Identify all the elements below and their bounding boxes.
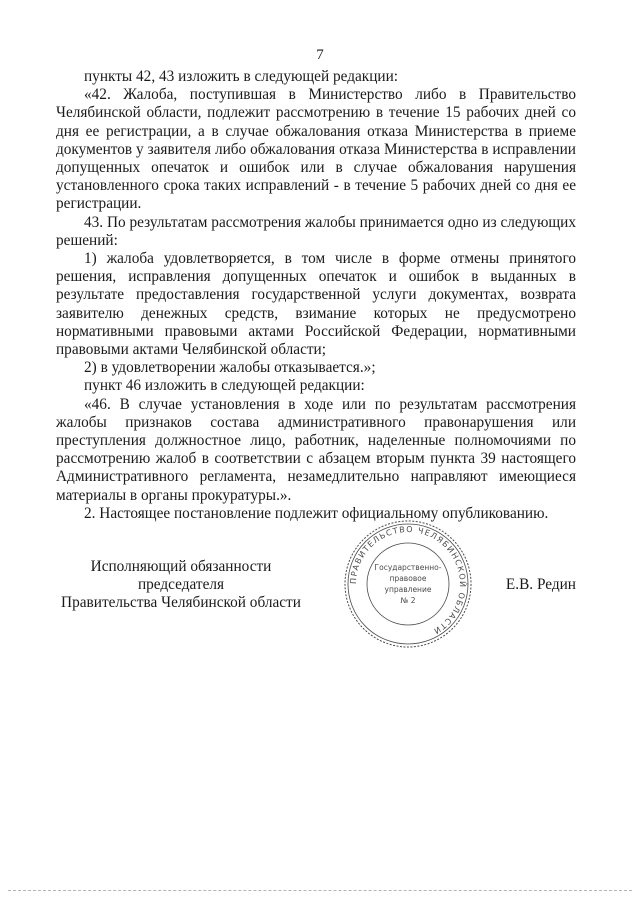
signer-title <box>56 558 306 613</box>
signer-name: Е.В. Редин <box>505 576 576 593</box>
official-seal-stamp <box>342 518 474 650</box>
paragraph: 2) в удовлетворении жалобы отказывается.»; <box>84 359 376 377</box>
signature-block <box>56 524 576 668</box>
stamp-center-line4: № 2 <box>400 596 416 605</box>
document-body <box>56 68 576 523</box>
paragraph: 2. Настоящее постановление подлежит официальному опубликованию. <box>84 504 549 522</box>
stamp-center-line1: Государственно- <box>374 563 442 572</box>
paragraph: 1) жалоба удовлетворяется, в том числе в форме отмены принятого решения, исправления допущенных опечаток и ошибок в выданных в результате предоставления государственной услуги документах, возврата заявителю денежных средств, взимание которых не предусмотрено нормативными правовыми актами Российской Федерации, нормативными правовыми актами Челябинской области; <box>56 250 576 359</box>
stamp-ring-text: ПРАВИТЕЛЬСТВО ЧЕЛЯБИНСКОЙ ОБЛАСТИ <box>348 524 468 636</box>
signer-title-line2: Правительства Челябинской области <box>61 594 301 612</box>
stamp-center-line2: правовое <box>389 574 427 583</box>
paragraph: «46. В случае установления в ходе или по результатам рассмотрения жалобы признаков состава административного правонарушения или преступления должностное лицо, работник, наделенные полномочиями по рассмотрению жалоб в соответствии с абзацем вторым пункта 39 настоящего Административного регламента, незамедлительно направляют имеющиеся материалы в органы прокуратуры.». <box>56 395 576 504</box>
paragraph: 43. По результатам рассмотрения жалобы принимается одно из следующих решений: <box>56 213 576 249</box>
signer-title-line1: Исполняющий обязанности председателя <box>90 558 272 594</box>
page-number: 7 <box>316 47 324 63</box>
paragraph: «42. Жалоба, поступившая в Министерство либо в Правительство Челябинской области, подлежит рассмотрению в течение 15 рабочих дней со дня ее регистрации, а в случае обжалования отказа Министерства в приеме документов у заявителя либо обжалования отказа Министерства в исправлении допущенных опечаток и ошибок или в случае обжалования нарушения установленного срока таких исправлений - в течение 5 рабочих дней со дня ее регистрации. <box>56 86 576 213</box>
paragraph: пункты 42, 43 изложить в следующей редакции: <box>84 68 399 85</box>
stamp-center-line3: управление <box>384 585 432 594</box>
paragraph: пункт 46 изложить в следующей редакции: <box>84 377 365 395</box>
bottom-divider <box>8 890 632 891</box>
